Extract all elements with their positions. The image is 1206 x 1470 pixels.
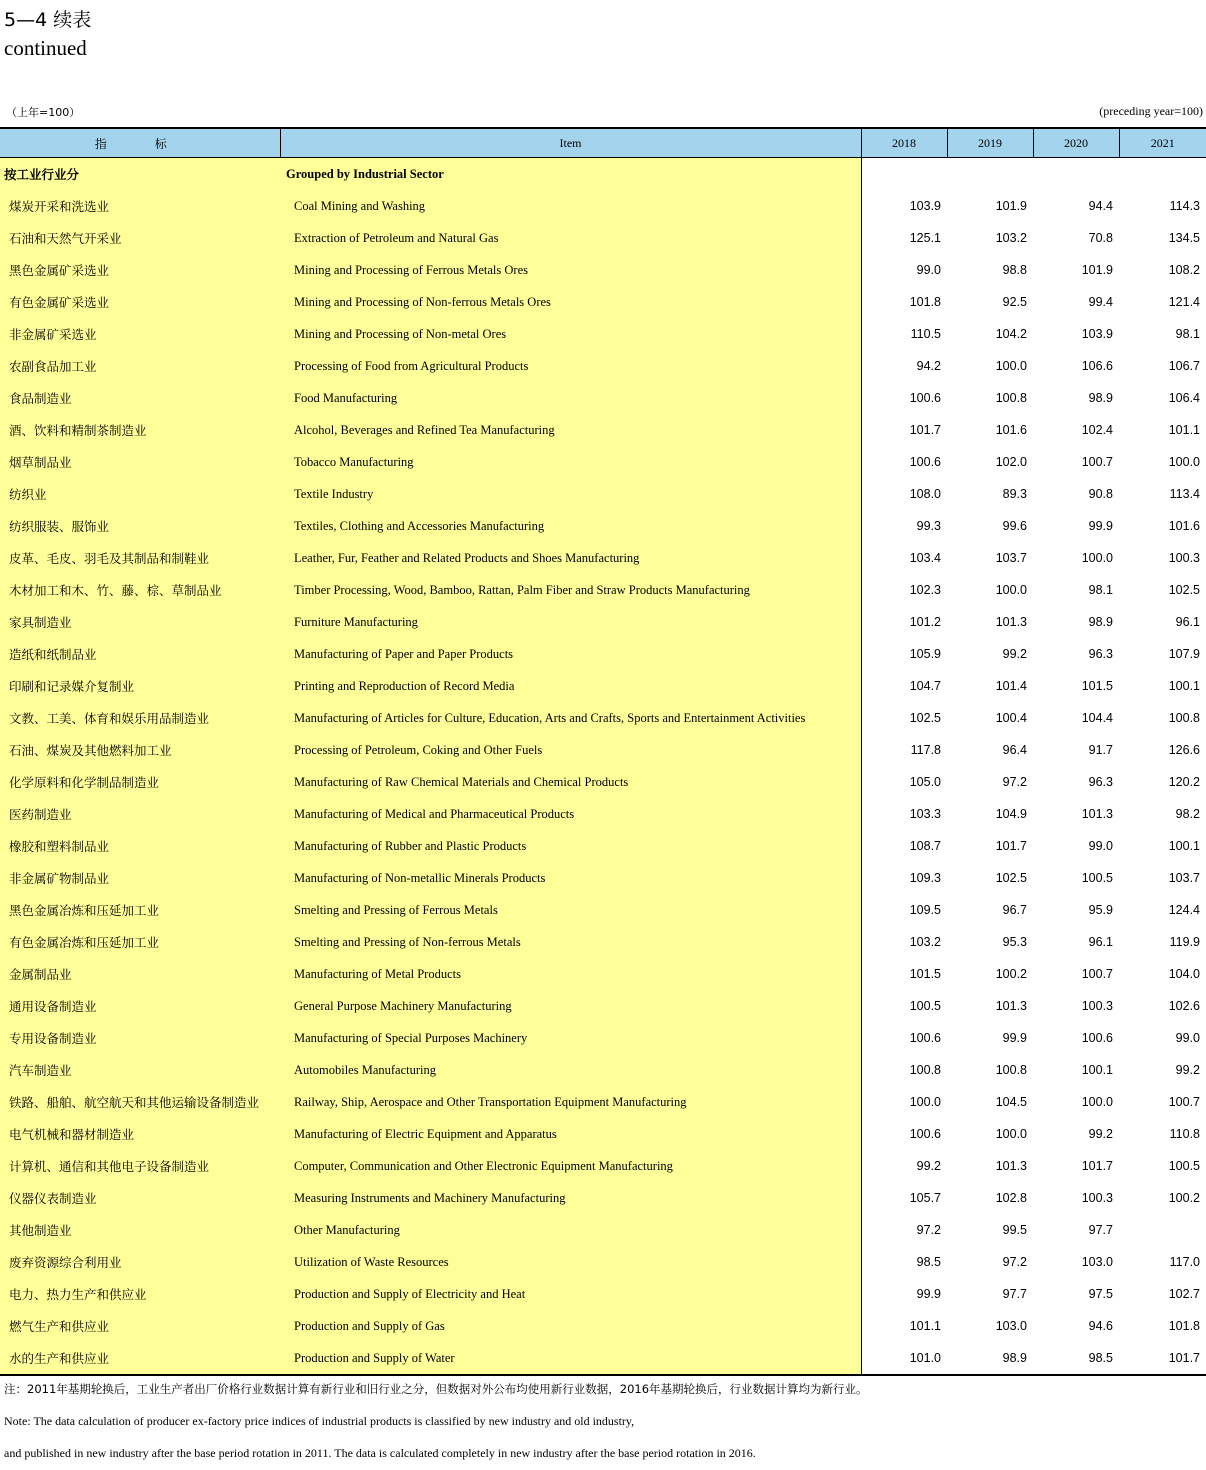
row-label-en: Furniture Manufacturing xyxy=(280,606,861,638)
value-cell-2020: 100.6 xyxy=(1081,1031,1113,1045)
value-cell-2021: 102.6 xyxy=(1168,999,1200,1013)
row-label-zh: 印刷和记录媒介复制业 xyxy=(0,670,280,702)
value-cell-2021: 121.4 xyxy=(1168,295,1200,309)
table-row xyxy=(0,1150,1206,1182)
table-row xyxy=(0,638,1206,670)
row-label-en: Manufacturing of Special Purposes Machinery xyxy=(280,1022,861,1054)
value-cell-2021: 108.2 xyxy=(1168,263,1200,277)
empty-cell xyxy=(947,158,1033,191)
table-row xyxy=(0,990,1206,1022)
value-cell-2019: 95.3 xyxy=(1002,935,1027,949)
value-cell-2019: 97.7 xyxy=(1002,1287,1027,1301)
value-cell-2019: 97.2 xyxy=(1002,1255,1027,1269)
value-cell-2019: 101.3 xyxy=(995,1159,1027,1173)
table-row xyxy=(0,606,1206,638)
value-cell-2020: 99.0 xyxy=(1088,839,1113,853)
row-label-en: Processing of Food from Agricultural Products xyxy=(280,350,861,382)
value-cell-2020: 96.1 xyxy=(1088,935,1113,949)
value-cell-2019: 104.2 xyxy=(995,327,1027,341)
value-cell-2018: 99.9 xyxy=(916,1287,941,1301)
row-label-zh: 文教、工美、体育和娱乐用品制造业 xyxy=(0,702,280,734)
value-cell-2018: 99.0 xyxy=(916,263,941,277)
value-cell-2019: 100.0 xyxy=(995,359,1027,373)
value-cell-2019: 103.2 xyxy=(995,231,1027,245)
row-label-zh: 水的生产和供应业 xyxy=(0,1342,280,1375)
row-label-zh: 造纸和纸制品业 xyxy=(0,638,280,670)
value-cell-2021: 102.5 xyxy=(1168,583,1200,597)
value-cell-2020: 95.9 xyxy=(1088,903,1113,917)
group-label-zh: 按工业行业分 xyxy=(0,158,280,191)
row-label-zh: 农副食品加工业 xyxy=(0,350,280,382)
row-label-zh: 金属制品业 xyxy=(0,958,280,990)
value-cell-2021: 117.0 xyxy=(1169,1255,1200,1269)
table-row xyxy=(0,830,1206,862)
row-label-zh: 汽车制造业 xyxy=(0,1054,280,1086)
header-year-2020: 2020 xyxy=(1033,128,1119,158)
row-label-zh: 计算机、通信和其他电子设备制造业 xyxy=(0,1150,280,1182)
value-cell-2018: 98.5 xyxy=(916,1255,941,1269)
value-cell-2021: 100.7 xyxy=(1168,1095,1200,1109)
value-cell-2019: 103.7 xyxy=(995,551,1027,565)
table-row xyxy=(0,926,1206,958)
price-index-table xyxy=(0,127,1206,1376)
table-title-zh: 5—4 续表 xyxy=(4,9,92,31)
value-cell-2021 xyxy=(1119,1214,1206,1246)
value-cell-2018: 108.0 xyxy=(909,487,941,501)
row-label-en: Manufacturing of Medical and Pharmaceutical Products xyxy=(280,798,861,830)
table-row xyxy=(0,734,1206,766)
row-label-en: Manufacturing of Paper and Paper Products xyxy=(280,638,861,670)
value-cell-2019: 104.5 xyxy=(995,1095,1027,1109)
value-cell-2020: 104.4 xyxy=(1081,711,1113,725)
row-label-en: Textile Industry xyxy=(280,478,861,510)
value-cell-2018: 105.0 xyxy=(909,775,941,789)
value-cell-2021: 119.9 xyxy=(1169,935,1200,949)
empty-cell xyxy=(861,158,947,191)
value-cell-2018: 101.7 xyxy=(909,423,941,437)
value-cell-2020: 99.4 xyxy=(1088,295,1113,309)
value-cell-2020: 98.9 xyxy=(1088,615,1113,629)
value-cell-2020: 98.5 xyxy=(1033,1342,1119,1375)
value-cell-2020: 98.1 xyxy=(1088,583,1113,597)
value-cell-2021: 100.8 xyxy=(1168,711,1200,725)
value-cell-2018: 99.3 xyxy=(916,519,941,533)
value-cell-2020: 94.4 xyxy=(1088,199,1113,213)
row-label-zh: 黑色金属矿采选业 xyxy=(0,254,280,286)
empty-cell xyxy=(1033,158,1119,191)
row-label-zh: 木材加工和木、竹、藤、棕、草制品业 xyxy=(0,574,280,606)
value-cell-2021: 126.6 xyxy=(1168,743,1200,757)
row-label-zh: 废弃资源综合利用业 xyxy=(0,1246,280,1278)
table-row xyxy=(0,190,1206,222)
unit-note-zh: （上年=100） xyxy=(6,106,81,119)
value-cell-2018: 102.5 xyxy=(909,711,941,725)
row-label-zh: 专用设备制造业 xyxy=(0,1022,280,1054)
row-label-zh: 非金属矿采选业 xyxy=(0,318,280,350)
row-label-en: Manufacturing of Rubber and Plastic Products xyxy=(280,830,861,862)
row-label-zh: 医药制造业 xyxy=(0,798,280,830)
value-cell-2019: 92.5 xyxy=(1002,295,1027,309)
value-cell-2019: 96.4 xyxy=(1002,743,1027,757)
row-label-en: Utilization of Waste Resources xyxy=(280,1246,861,1278)
value-cell-2019: 101.9 xyxy=(995,199,1027,213)
value-cell-2021: 107.9 xyxy=(1168,647,1200,661)
header-indicator: 指 标 xyxy=(0,128,280,158)
value-cell-2021: 99.0 xyxy=(1175,1031,1200,1045)
value-cell-2018: 100.6 xyxy=(909,1031,941,1045)
value-cell-2020: 103.9 xyxy=(1081,327,1113,341)
table-row xyxy=(0,1214,1206,1246)
row-label-en: General Purpose Machinery Manufacturing xyxy=(280,990,861,1022)
row-label-en: Measuring Instruments and Machinery Manufacturing xyxy=(280,1182,861,1214)
value-cell-2019: 98.8 xyxy=(1002,263,1027,277)
value-cell-2018: 105.9 xyxy=(909,647,941,661)
value-cell-2020: 70.8 xyxy=(1088,231,1113,245)
value-cell-2018: 101.2 xyxy=(909,615,941,629)
value-cell-2019: 101.4 xyxy=(995,679,1027,693)
value-cell-2020: 99.2 xyxy=(1088,1127,1113,1141)
value-cell-2018: 102.3 xyxy=(909,583,941,597)
value-cell-2019: 101.6 xyxy=(995,423,1027,437)
value-cell-2020: 100.0 xyxy=(1081,1095,1113,1109)
value-cell-2020: 100.7 xyxy=(1081,455,1113,469)
value-cell-2020: 90.8 xyxy=(1088,487,1113,501)
table-row xyxy=(0,382,1206,414)
value-cell-2020: 106.6 xyxy=(1081,359,1113,373)
header-year-2021: 2021 xyxy=(1119,128,1206,158)
row-label-en: Textiles, Clothing and Accessories Manufacturing xyxy=(280,510,861,542)
value-cell-2019: 98.9 xyxy=(947,1342,1033,1375)
value-cell-2018: 101.8 xyxy=(909,295,941,309)
value-cell-2019: 100.4 xyxy=(995,711,1027,725)
row-label-zh: 有色金属矿采选业 xyxy=(0,286,280,318)
row-label-zh: 石油、煤炭及其他燃料加工业 xyxy=(0,734,280,766)
table-row xyxy=(0,958,1206,990)
table-row xyxy=(0,254,1206,286)
footnote-en-line2: and published in new industry after the base period rotation in 2011. The data is calculated completely in new industry after the base period rotation in 2016. xyxy=(4,1446,756,1460)
value-cell-2019: 99.5 xyxy=(1002,1223,1027,1237)
value-cell-2020: 100.1 xyxy=(1081,1063,1113,1077)
value-cell-2021: 101.7 xyxy=(1119,1342,1206,1375)
value-cell-2019: 89.3 xyxy=(1002,487,1027,501)
table-row xyxy=(0,350,1206,382)
row-label-zh: 黑色金属冶炼和压延加工业 xyxy=(0,894,280,926)
row-label-en: Processing of Petroleum, Coking and Other Fuels xyxy=(280,734,861,766)
value-cell-2018: 103.2 xyxy=(909,935,941,949)
row-label-zh: 食品制造业 xyxy=(0,382,280,414)
table-row xyxy=(0,222,1206,254)
row-label-en: Manufacturing of Electric Equipment and Apparatus xyxy=(280,1118,861,1150)
table-row xyxy=(0,702,1206,734)
table-row xyxy=(0,1182,1206,1214)
value-cell-2020: 94.6 xyxy=(1088,1319,1113,1333)
row-label-en: Tobacco Manufacturing xyxy=(280,446,861,478)
value-cell-2020: 99.9 xyxy=(1088,519,1113,533)
value-cell-2021: 100.5 xyxy=(1168,1159,1200,1173)
row-label-en: Manufacturing of Raw Chemical Materials and Chemical Products xyxy=(280,766,861,798)
value-cell-2018: 105.7 xyxy=(909,1191,941,1205)
group-row xyxy=(0,158,1206,191)
value-cell-2019: 100.0 xyxy=(995,1127,1027,1141)
row-label-zh: 橡胶和塑料制品业 xyxy=(0,830,280,862)
table-title-en: continued xyxy=(4,36,87,60)
value-cell-2019: 99.9 xyxy=(1002,1031,1027,1045)
value-cell-2019: 104.9 xyxy=(995,807,1027,821)
row-label-en: Mining and Processing of Ferrous Metals Ores xyxy=(280,254,861,286)
row-label-en: Smelting and Pressing of Ferrous Metals xyxy=(280,894,861,926)
value-cell-2018: 100.0 xyxy=(909,1095,941,1109)
value-cell-2021: 100.0 xyxy=(1168,455,1200,469)
value-cell-2018: 100.8 xyxy=(909,1063,941,1077)
value-cell-2021: 98.2 xyxy=(1175,807,1200,821)
row-label-zh: 通用设备制造业 xyxy=(0,990,280,1022)
value-cell-2021: 120.2 xyxy=(1168,775,1200,789)
value-cell-2021: 100.1 xyxy=(1168,839,1200,853)
row-label-en: Mining and Processing of Non-metal Ores xyxy=(280,318,861,350)
value-cell-2018: 101.1 xyxy=(909,1319,941,1333)
group-label-en: Grouped by Industrial Sector xyxy=(280,158,861,191)
value-cell-2020: 100.3 xyxy=(1081,999,1113,1013)
table-row xyxy=(0,1246,1206,1278)
value-cell-2018: 103.4 xyxy=(909,551,941,565)
row-label-en: Manufacturing of Non-metallic Minerals Products xyxy=(280,862,861,894)
row-label-en: Computer, Communication and Other Electronic Equipment Manufacturing xyxy=(280,1150,861,1182)
table-row xyxy=(0,1278,1206,1310)
value-cell-2021: 100.1 xyxy=(1168,679,1200,693)
value-cell-2019: 102.0 xyxy=(995,455,1027,469)
row-label-en: Extraction of Petroleum and Natural Gas xyxy=(280,222,861,254)
value-cell-2018: 117.8 xyxy=(910,743,941,757)
table-row xyxy=(0,670,1206,702)
value-cell-2021: 134.5 xyxy=(1168,231,1200,245)
table-row xyxy=(0,1342,1206,1375)
value-cell-2021: 99.2 xyxy=(1175,1063,1200,1077)
row-label-en: Production and Supply of Gas xyxy=(280,1310,861,1342)
value-cell-2021: 101.6 xyxy=(1168,519,1200,533)
row-label-en: Mining and Processing of Non-ferrous Metals Ores xyxy=(280,286,861,318)
value-cell-2018: 94.2 xyxy=(916,359,941,373)
table-row xyxy=(0,894,1206,926)
value-cell-2020: 97.5 xyxy=(1088,1287,1113,1301)
value-cell-2018: 100.6 xyxy=(909,455,941,469)
value-cell-2019: 100.0 xyxy=(995,583,1027,597)
row-label-zh: 皮革、毛皮、羽毛及其制品和制鞋业 xyxy=(0,542,280,574)
value-cell-2019: 100.8 xyxy=(995,1063,1027,1077)
value-cell-2019: 99.2 xyxy=(1002,647,1027,661)
value-cell-2018: 103.3 xyxy=(909,807,941,821)
row-label-zh: 燃气生产和供应业 xyxy=(0,1310,280,1342)
row-label-zh: 有色金属冶炼和压延加工业 xyxy=(0,926,280,958)
value-cell-2021: 113.4 xyxy=(1169,487,1200,501)
value-cell-2021: 98.1 xyxy=(1175,327,1200,341)
value-cell-2020: 100.5 xyxy=(1081,871,1113,885)
value-cell-2020: 101.7 xyxy=(1081,1159,1113,1173)
value-cell-2020: 96.3 xyxy=(1088,647,1113,661)
value-cell-2019: 103.0 xyxy=(995,1319,1027,1333)
value-cell-2018: 99.2 xyxy=(916,1159,941,1173)
row-label-zh: 电力、热力生产和供应业 xyxy=(0,1278,280,1310)
row-label-en: Alcohol, Beverages and Refined Tea Manufacturing xyxy=(280,414,861,446)
value-cell-2019: 100.2 xyxy=(995,967,1027,981)
value-cell-2020: 91.7 xyxy=(1088,743,1113,757)
value-cell-2019: 101.3 xyxy=(995,999,1027,1013)
table-row xyxy=(0,286,1206,318)
row-label-zh: 化学原料和化学制品制造业 xyxy=(0,766,280,798)
row-label-zh: 纺织业 xyxy=(0,478,280,510)
row-label-zh: 电气机械和器材制造业 xyxy=(0,1118,280,1150)
value-cell-2018: 109.5 xyxy=(909,903,941,917)
value-cell-2021: 106.7 xyxy=(1168,359,1200,373)
value-cell-2018: 100.6 xyxy=(909,1127,941,1141)
row-label-zh: 铁路、船舶、航空航天和其他运输设备制造业 xyxy=(0,1086,280,1118)
table-row xyxy=(0,478,1206,510)
row-label-zh: 家具制造业 xyxy=(0,606,280,638)
table-row xyxy=(0,542,1206,574)
value-cell-2019: 100.8 xyxy=(995,391,1027,405)
value-cell-2020: 101.3 xyxy=(1081,807,1113,821)
row-label-en: Production and Supply of Electricity and Heat xyxy=(280,1278,861,1310)
header-item: Item xyxy=(280,128,861,158)
value-cell-2021: 101.8 xyxy=(1168,1319,1200,1333)
value-cell-2020: 100.0 xyxy=(1081,551,1113,565)
row-label-en: Leather, Fur, Feather and Related Products and Shoes Manufacturing xyxy=(280,542,861,574)
value-cell-2018: 110.5 xyxy=(910,327,941,341)
row-label-zh: 煤炭开采和洗选业 xyxy=(0,190,280,222)
footnote-zh: 注：2011年基期轮换后，工业生产者出厂价格行业数据计算有新行业和旧行业之分，但数据对外公布均使用新行业数据，2016年基期轮换后，行业数据计算均为新行业。 xyxy=(4,1382,868,1396)
value-cell-2021: 103.7 xyxy=(1168,871,1200,885)
value-cell-2020: 100.7 xyxy=(1081,967,1113,981)
empty-cell xyxy=(1119,158,1206,191)
value-cell-2018: 125.1 xyxy=(909,231,941,245)
value-cell-2019: 102.5 xyxy=(995,871,1027,885)
value-cell-2020: 97.7 xyxy=(1088,1223,1113,1237)
row-label-en: Printing and Reproduction of Record Media xyxy=(280,670,861,702)
value-cell-2021: 110.8 xyxy=(1169,1127,1200,1141)
value-cell-2018: 109.3 xyxy=(909,871,941,885)
value-cell-2018: 108.7 xyxy=(909,839,941,853)
value-cell-2020: 101.5 xyxy=(1081,679,1113,693)
row-label-en: Railway, Ship, Aerospace and Other Transportation Equipment Manufacturing xyxy=(280,1086,861,1118)
value-cell-2020: 102.4 xyxy=(1081,423,1113,437)
value-cell-2019: 102.8 xyxy=(995,1191,1027,1205)
value-cell-2020: 96.3 xyxy=(1088,775,1113,789)
header-year-2019: 2019 xyxy=(947,128,1033,158)
value-cell-2019: 101.3 xyxy=(995,615,1027,629)
value-cell-2018: 100.6 xyxy=(909,391,941,405)
row-label-en: Coal Mining and Washing xyxy=(280,190,861,222)
table-row xyxy=(0,1086,1206,1118)
value-cell-2021: 100.3 xyxy=(1168,551,1200,565)
table-row xyxy=(0,1118,1206,1150)
table-row xyxy=(0,510,1206,542)
row-label-zh: 仪器仪表制造业 xyxy=(0,1182,280,1214)
row-label-zh: 酒、饮料和精制茶制造业 xyxy=(0,414,280,446)
row-label-zh: 石油和天然气开采业 xyxy=(0,222,280,254)
footnote-en-line1: Note: The data calculation of producer ex-factory price indices of industrial products is classified by new industry and old industry, xyxy=(4,1414,635,1428)
value-cell-2019: 99.6 xyxy=(1002,519,1027,533)
table-row xyxy=(0,574,1206,606)
row-label-en: Automobiles Manufacturing xyxy=(280,1054,861,1086)
value-cell-2019: 96.7 xyxy=(1002,903,1027,917)
header-year-2018: 2018 xyxy=(861,128,947,158)
row-label-zh: 其他制造业 xyxy=(0,1214,280,1246)
row-label-zh: 纺织服装、服饰业 xyxy=(0,510,280,542)
table-row xyxy=(0,318,1206,350)
row-label-zh: 烟草制品业 xyxy=(0,446,280,478)
table-row xyxy=(0,798,1206,830)
value-cell-2018: 104.7 xyxy=(909,679,941,693)
row-label-zh: 非金属矿物制品业 xyxy=(0,862,280,894)
value-cell-2019: 97.2 xyxy=(1002,775,1027,789)
value-cell-2021: 100.2 xyxy=(1168,1191,1200,1205)
value-cell-2018: 100.5 xyxy=(909,999,941,1013)
table-row xyxy=(0,1310,1206,1342)
value-cell-2021: 124.4 xyxy=(1168,903,1200,917)
value-cell-2018: 103.9 xyxy=(909,199,941,213)
value-cell-2021: 104.0 xyxy=(1168,967,1200,981)
table-row xyxy=(0,766,1206,798)
row-label-en: Manufacturing of Metal Products xyxy=(280,958,861,990)
table-row xyxy=(0,446,1206,478)
unit-note-en: (preceding year=100) xyxy=(1099,104,1203,118)
value-cell-2021: 102.7 xyxy=(1168,1287,1200,1301)
row-label-en: Production and Supply of Water xyxy=(280,1342,861,1375)
value-cell-2021: 114.3 xyxy=(1169,199,1200,213)
row-label-en: Timber Processing, Wood, Bamboo, Rattan, Palm Fiber and Straw Products Manufacturing xyxy=(280,574,861,606)
value-cell-2021: 106.4 xyxy=(1168,391,1200,405)
row-label-en: Smelting and Pressing of Non-ferrous Metals xyxy=(280,926,861,958)
row-label-en: Food Manufacturing xyxy=(280,382,861,414)
value-cell-2020: 103.0 xyxy=(1081,1255,1113,1269)
row-label-en: Other Manufacturing xyxy=(280,1214,861,1246)
value-cell-2018: 101.0 xyxy=(861,1342,947,1375)
value-cell-2020: 101.9 xyxy=(1081,263,1113,277)
row-label-en: Manufacturing of Articles for Culture, Education, Arts and Crafts, Sports and Entertainment Activities xyxy=(280,702,861,734)
table-row xyxy=(0,1054,1206,1086)
value-cell-2020: 98.9 xyxy=(1088,391,1113,405)
value-cell-2018: 97.2 xyxy=(916,1223,941,1237)
table-row xyxy=(0,1022,1206,1054)
data-table-container xyxy=(0,127,1206,1376)
value-cell-2021: 96.1 xyxy=(1175,615,1200,629)
table-header-row xyxy=(0,128,1206,158)
value-cell-2021: 101.1 xyxy=(1168,423,1200,437)
value-cell-2019: 101.7 xyxy=(995,839,1027,853)
value-cell-2020: 100.3 xyxy=(1081,1191,1113,1205)
table-row xyxy=(0,862,1206,894)
table-row xyxy=(0,414,1206,446)
value-cell-2018: 101.5 xyxy=(909,967,941,981)
